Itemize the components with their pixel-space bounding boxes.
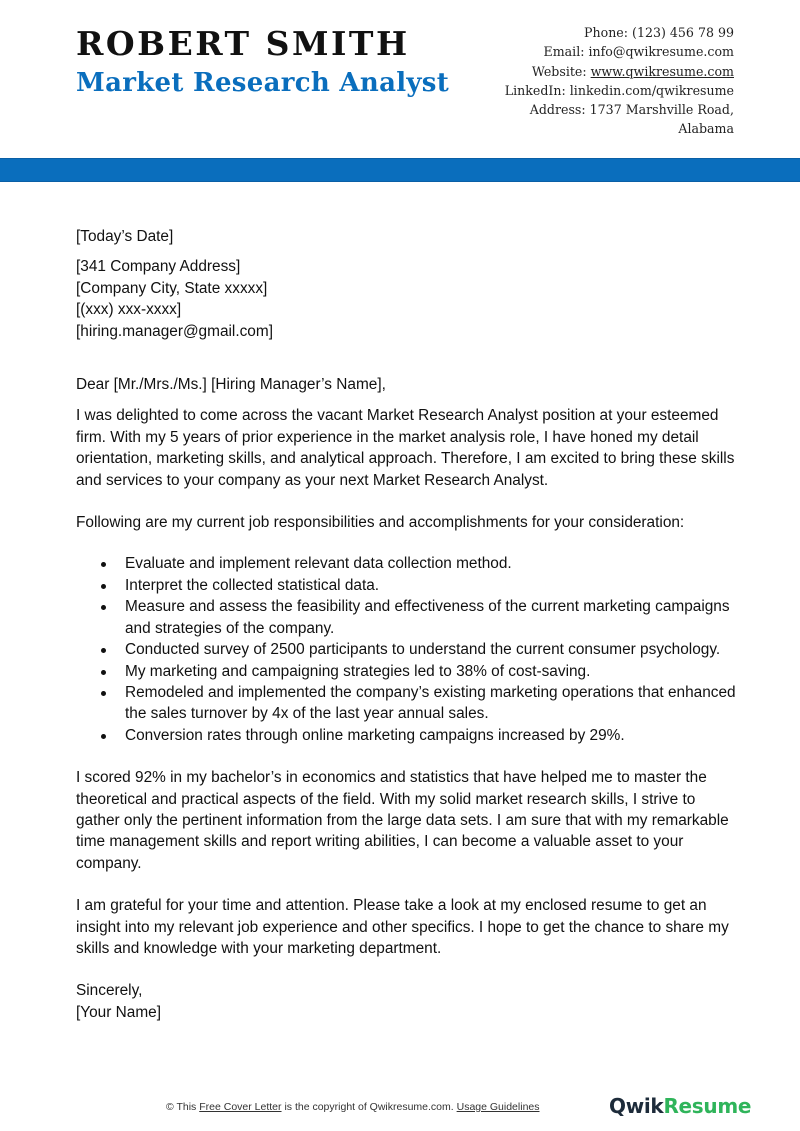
salutation: Dear [Mr./Mrs./Ms.] [Hiring Manager’s Name], <box>76 376 386 394</box>
recipient-line: [Company City, State xxxxx] <box>76 279 268 297</box>
contact-website <box>474 62 734 81</box>
contact-email <box>474 42 734 61</box>
bullet-icon <box>101 691 106 696</box>
bullet-icon <box>101 605 106 610</box>
email-label: Email: <box>543 44 585 60</box>
list-item <box>125 596 736 639</box>
recipient-line: [hiring.manager@gmail.com] <box>76 322 273 340</box>
education-paragraph: I scored 92% in my bachelor’s in economics and statistics that have helped me to master the theoretical and practical aspects of the field. With my solid market research skills, I strive to gather only the pertinent information from the large data sets. I am sure that with my remarkable time management skills and report writing abilities, I can become a valuable asset to your company. <box>76 769 729 872</box>
list-item <box>125 661 736 682</box>
logo-resume-text: Resume <box>663 1094 752 1118</box>
page-footer <box>0 1092 800 1128</box>
accent-band-divider <box>0 158 800 182</box>
bullet-icon <box>101 648 106 653</box>
recipient-address <box>76 256 736 342</box>
contact-address <box>474 100 734 119</box>
list-item <box>125 575 736 596</box>
website-label: Website: <box>531 63 587 79</box>
list-item <box>125 682 736 725</box>
address-line1: 1737 Marshville Road, <box>589 102 734 118</box>
recipient-line: [341 Company Address] <box>76 258 241 276</box>
list-item <box>125 553 736 574</box>
logo-qwik-text: Qwik <box>609 1094 664 1118</box>
list-item <box>125 725 736 746</box>
list-item-text: Interpret the collected statistical data. <box>125 576 380 594</box>
bullet-icon <box>101 584 106 589</box>
linkedin-value: linkedin.com/qwikresume <box>569 82 734 98</box>
resume-header <box>0 0 800 160</box>
accomplishments-list <box>76 553 736 746</box>
applicant-name: ROBERT SMITH <box>76 24 410 63</box>
linkedin-label: LinkedIn: <box>504 82 566 98</box>
list-item-text: Evaluate and implement relevant data collection method. <box>125 555 512 573</box>
address-label: Address: <box>529 102 586 118</box>
letter-body <box>76 226 736 1023</box>
email-value: info@qwikresume.com <box>588 44 734 60</box>
website-link[interactable]: www.qwikresume.com <box>590 63 734 79</box>
intro-paragraph: I was delighted to come across the vacant Market Research Analyst position at your esteemed firm. With my 5 years of prior experience in the market analysis role, I have honed my detail orientation, marketing skills, and analytical approach. Therefore, I am excited to bring these skills and services to your company as your next Market Research Analyst. <box>76 407 735 489</box>
free-cover-letter-link[interactable]: Free Cover Letter <box>199 1101 282 1113</box>
bullet-icon <box>101 670 106 675</box>
copyright-notice <box>166 1101 540 1113</box>
bullet-icon <box>101 734 106 739</box>
list-intro: Following are my current job responsibilities and accomplishments for your consideration: <box>76 514 685 532</box>
closing-paragraph: I am grateful for your time and attention. Please take a look at my enclosed resume to get an insight into my relevant job experience and other specifics. I hope to get the chance to share my skills and knowledge with your marketing department. <box>76 897 729 957</box>
letter-date: [Today’s Date] <box>76 228 174 245</box>
job-title: Market Research Analyst <box>76 68 450 98</box>
phone-label: Phone: <box>584 25 629 40</box>
contact-address-line2: Alabama <box>678 121 734 137</box>
bullet-icon <box>101 562 106 567</box>
list-item-text: My marketing and campaigning strategies led to 38% of cost-saving. <box>125 662 591 680</box>
list-item-text: Conversion rates through online marketing campaigns increased by 29%. <box>125 726 625 744</box>
qwikresume-logo[interactable] <box>609 1094 751 1118</box>
list-item-text: Remodeled and implemented the company’s existing marketing operations that enhanced the sales turnover by 4x of the last year annual sales. <box>125 683 736 723</box>
usage-guidelines-link[interactable]: Usage Guidelines <box>456 1101 540 1113</box>
copyright-prefix: © This <box>166 1101 197 1113</box>
contact-block <box>474 23 734 139</box>
contact-linkedin <box>474 81 734 100</box>
closing-phrase: Sincerely, <box>76 982 143 1000</box>
copyright-middle: is the copyright of Qwikresume.com. <box>284 1101 454 1113</box>
list-item-text: Conducted survey of 2500 participants to understand the current consumer psychology. <box>125 641 721 659</box>
list-item <box>125 639 736 660</box>
contact-phone <box>474 23 734 42</box>
list-item-text: Measure and assess the feasibility and effectiveness of the current marketing campaigns and strategies of the company. <box>125 598 730 637</box>
signature: [Your Name] <box>76 1003 161 1021</box>
phone-value: (123) 456 78 99 <box>632 25 734 40</box>
recipient-line: [(xxx) xxx-xxxx] <box>76 301 182 319</box>
